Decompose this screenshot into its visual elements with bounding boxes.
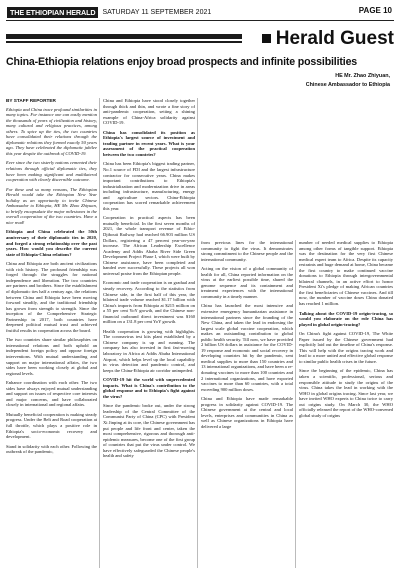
paragraph: Health cooperation is growing with highlights. The coronavirus test kits plant established by a Chinese company is up and running. The company has also invested in first fast-moving laboratory in Africa at Addis Ababa International Airport, which helps level up the local capability in virus detection and pandemic control, and keeps the China-Ethiopia air corridor unimpeded. xyxy=(103,328,195,373)
paragraph: Cooperation in practical aspects has been mutually beneficial. In the first seven months of 2021, the whole transport revenue of Ethio-Djibouti Railway had reached 66.903 million US Dollars, registering a 47 percent year-on-year increase. The African Leadership Excellence Academy and Addis Ababa River Side Green Development Project Phase I, which were built by Chinese assistance, have been completed and handed over successfully. These projects all won universal praise from the Ethiopian people. xyxy=(103,215,195,276)
page-header xyxy=(0,0,400,22)
paragraph: For these and so many reasons, The Ethiopian Herald would take the Ethiopian New Year holiday as an opportunity to invite Chinese Ambassador to Ethiopia, HE Mr. Zhao Zhiyuan, to briefly encapsulate the major milestones in the overall cooperation of the two countries. Have a nice read! xyxy=(6,186,97,225)
section-band xyxy=(6,24,394,53)
article-column-3 xyxy=(201,240,293,434)
square-bullet-icon xyxy=(262,34,271,43)
paragraph: Economic and trade cooperation is on gradual and steady recovery. According to the statistics from Chinese side, in the first half of this year, the bilateral trade volume reached $1.17 billion with China's imports from Ethiopia at $215 million on a 55 per cent YoY growth, and the Chinese non-financial outbound direct investment was $160 million on a 131.8 per cent YoY growth. xyxy=(103,280,195,325)
page-number: PAGE 10 xyxy=(358,6,392,15)
paragraph: Ever since the two sisterly nations cemented their relations through official diplomatic ties, they have been making significant and multilateral cooperation with clearly discernible outcome. xyxy=(6,160,97,183)
column-divider xyxy=(295,240,296,568)
paragraph: Ethiopia and China trace profound similarities in many topics. For instance one can easily mention the thousands of years of civilization and history, many cultural and religious practices, among others. To spice up the ties, the two countries have consolidated their relations through the diplomatic relations they formed exactly 50 years ago. They have celebrated the diplomatic jubilee this year despite the outbreak of COVID-19. xyxy=(6,106,97,156)
paragraph: China and Ethiopia have stood closely together through thick and thin, and wrote a fine story of anti-pandemic cooperation, setting a shining example of China-Africa solidarity against COVID-19. xyxy=(103,98,195,126)
column-body xyxy=(299,240,393,418)
article-column-4 xyxy=(299,240,393,422)
header-rule xyxy=(6,20,394,21)
masthead xyxy=(7,6,211,18)
paragraph: China and Ethiopia have made remarkable progress in solidarity against COVID-19. The Chinese government at the central and local levels, enterprises and communities in China as well as Chinese organizations in Ethiopia have delivered a large xyxy=(201,396,293,429)
paragraph: Ethiopia and China celebrated the 50th anniversary of their diplomatic ties in 2020, and forged a strong relationship over the past years. How would you describe the current state of Ethiopia-China relations? xyxy=(6,229,97,257)
column-divider xyxy=(197,98,198,568)
paragraph: from previous lines for the international community to fight the virus. It demonstrates strong commitment to the Chinese people and the international community. xyxy=(201,240,293,262)
paragraph: The two countries share similar philosophies on international relations and both uphold an independent foreign policy and oppose foreign interventions. With mutual understanding and support on major international affairs, the two sides have been working closely at global and regional levels. xyxy=(6,337,97,376)
section-bar xyxy=(6,34,242,39)
section-title-text: Herald Guest xyxy=(275,27,394,49)
paragraph: China has launched the most intensive and extensive emergency humanitarian assistance in international partners since the founding of the New China, and taken the lead in endorsing the largest scale global vaccine cooperation, which makes an outstanding contribution to global public health security. Till now, we have provided 2 billion US dollars in assistance for the COVID-19 response and economic and social recovery in developing countries hit by the pandemic, sent medical supplies to more than 150 countries and 13 international organizations, and have been a re-donating vaccines to more than 100 countries and 2 international organizations, and have exported vaccines to more than 60 countries, with a total exceeding 900 million doses. xyxy=(201,303,293,392)
paragraph: number of needed medical supplies to Ethiopia among other forms of tangible support. Ethiopia was the destination for the very first Chinese medical expert team to Africa. Despite its capacity restraints and huge demand at home, China became the first country to make continued vaccine donations to Ethiopia through intergovernmental bilateral channels, in an active effort to honor President Xi's pledge of making African countries the first beneficiaries of Chinese vaccines. And till now, the number of vaccine doses China donated has reached 1 million. xyxy=(299,240,393,307)
issue-date: SATURDAY 11 SEPTEMBER 2021 xyxy=(102,8,212,16)
staff-byline: BY STAFF REPORTER xyxy=(6,98,56,103)
newspaper-logo: THE ETHIOPIAN HERALD xyxy=(7,7,98,18)
article-column-1 xyxy=(6,98,97,459)
paragraph: Mutually beneficial cooperation is making steady progress. Under the Belt and Road cooperation at full throttle, which plays a positive role in Ethiopia's socio-economic recovery and development. xyxy=(6,411,97,440)
paragraph: COVID-19 hit the world with unprecedented impacts. What is China's contribution to the global response and to Ethiopia's fight against the virus? xyxy=(103,377,195,399)
section-bar-thin xyxy=(6,41,242,43)
paragraph: On China's fight against COVID-19, The White Paper issued by the Chinese government had explicitly laid out the timeline of China's response. This will help with the origins tracing work and lead to a more united and effective global response to similar public health crises in the future. xyxy=(299,331,393,364)
author-byline xyxy=(306,73,390,88)
paragraph: Acting on the vision of a global community of health for all, China reported information on the virus at the earliest possible time, shared the genome sequence and its containment and treatment experiences with the international community in a timely manner. xyxy=(201,266,293,299)
column-body xyxy=(201,240,293,430)
paragraph: Stand in solidarity with each other. Following the outbreak of the pandemic, xyxy=(6,443,97,455)
column-body xyxy=(6,107,97,455)
paragraph: China and Ethiopia are both ancient civilizations with rich history. The profound friendship was forged through the struggles for national independence and liberation. The two countries are partners and brothers. Since the establishment of diplomatic ties half a century ago, the relations between China and Ethiopia have been moving forward steadily, and the traditional friendship has grown from strength to strength. Since the inception of the Comprehensive Strategic Partnership in 2017, both countries have deepened political mutual trust and achieved fruitful results in cooperation across the board. xyxy=(6,261,97,333)
column-body xyxy=(103,98,195,459)
section-title xyxy=(262,24,394,53)
article-column-2 xyxy=(103,98,195,463)
paragraph: China has been Ethiopia's biggest trading partner, No.1 source of FDI and the largest infrastructure contractor for consecutive years. China makes important contributions to Ethiopia's industrialization and modernization drive in areas including infrastructure, manufacturing, energy and agriculture sectors. China-Ethiopia cooperation has scored remarkable achievement this year. xyxy=(103,161,195,211)
paragraph: Since the beginning of the epidemic, China has taken a scientific, professional, serious and responsible attitude to study the origins of the virus. China takes the lead in working with the WHO in global origins tracing. Since last year, we have invited WHO experts to China twice to carry out origins study. On March 30, the WHO officially released the report of the WHO-convened global study of origins xyxy=(299,368,393,418)
article-headline: China-Ethiopia relations enjoy broad prospects and infinite possibilities xyxy=(6,56,358,68)
author-role: Chinese Ambassador to Ethiopia xyxy=(305,82,390,88)
author-name: HE Mr. Zhao Zhiyuan, xyxy=(335,73,390,79)
paragraph: China has consolidated its position as Ethiopia's largest source of investment and trading partner in recent years. What is your assessment of the practical cooperation between the two countries? xyxy=(103,129,195,157)
paragraph: Talking about the COVID-19 origin-tracing, so would you elaborate on the role China has played in global origin-tracing? xyxy=(299,310,393,327)
paragraph: Since the pandemic broke out, under the strong leadership of the Central Committee of the Communist Party of China (CPC) with President Xi Jinping at its core, the Chinese government has put people and life front and center, taken the most comprehensive, rigorous and thorough anti-epidemic measures, become one of the first group of countries that put the virus under control. We have effectively safeguarded the Chinese people's health and safety xyxy=(103,403,195,459)
paragraph: Enhance coordination with each other. The two sides have always enjoyed mutual understanding and support on issues of respective core interests and major concerns, and have collaborated closely in international and regional affairs. xyxy=(6,380,97,408)
column-divider xyxy=(99,98,100,568)
